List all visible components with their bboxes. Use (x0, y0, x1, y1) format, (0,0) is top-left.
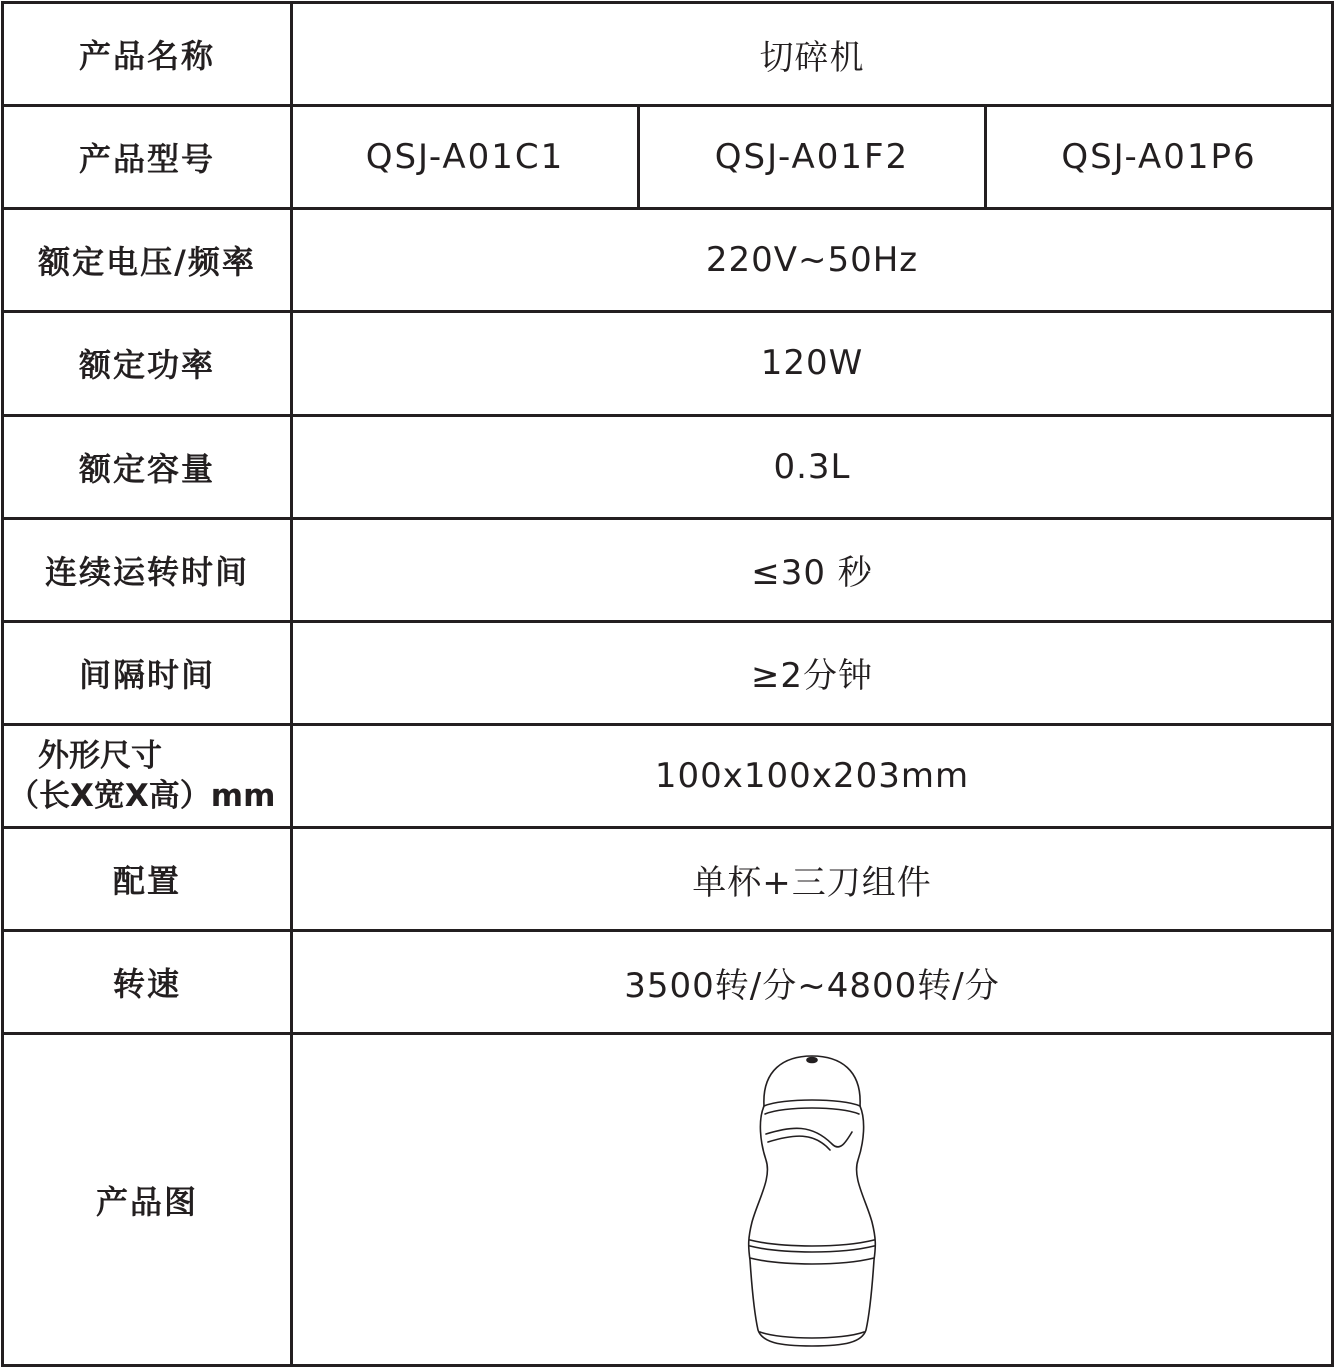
value-speed: 3500转/分~4800转/分 (292, 931, 1333, 1034)
value-model-2: QSJ-A01F2 (639, 106, 986, 209)
bowl-band-mid (750, 1246, 874, 1252)
lid-dome (764, 1056, 860, 1106)
row-product-image (3, 1034, 1333, 1366)
label-product-model: 产品型号 (3, 106, 292, 209)
lid-rim-top (764, 1100, 860, 1106)
label-capacity: 额定容量 (3, 415, 292, 518)
bowl-band-bottom (750, 1258, 874, 1264)
label-dimensions (3, 724, 292, 827)
value-interval: ≥2分钟 (292, 621, 1333, 724)
label-dimensions-line2: （长X宽X高）mm (8, 778, 276, 815)
lid-rim-bottom (765, 1108, 859, 1114)
bowl-band-top (750, 1240, 874, 1246)
row-power (3, 312, 1333, 415)
chopper-product-illustration (722, 1050, 902, 1350)
value-dimensions: 100x100x203mm (292, 724, 1333, 827)
value-power: 120W (292, 312, 1333, 415)
value-capacity: 0.3L (292, 415, 1333, 518)
row-interval (3, 621, 1333, 724)
label-interval: 间隔时间 (3, 621, 292, 724)
label-run-time: 连续运转时间 (3, 518, 292, 621)
value-model-3: QSJ-A01P6 (986, 106, 1333, 209)
label-product-name: 产品名称 (3, 3, 292, 106)
label-configuration: 配置 (3, 828, 292, 931)
row-run-time (3, 518, 1333, 621)
product-image-cell (292, 1034, 1333, 1366)
base-line (760, 1332, 864, 1338)
row-speed (3, 931, 1333, 1034)
label-product-image: 产品图 (3, 1034, 292, 1366)
label-voltage: 额定电压/频率 (3, 209, 292, 312)
value-run-time: ≤30 秒 (292, 518, 1333, 621)
row-capacity (3, 415, 1333, 518)
row-dimensions (3, 724, 1333, 827)
row-product-name (3, 3, 1333, 106)
label-power: 额定功率 (3, 312, 292, 415)
row-configuration (3, 828, 1333, 931)
lid-swoosh-inner (768, 1136, 830, 1150)
label-speed: 转速 (3, 931, 292, 1034)
row-product-model (3, 106, 1333, 209)
label-dimensions-line1: 外形尺寸 (38, 738, 162, 775)
spec-table (1, 1, 1334, 1367)
row-voltage (3, 209, 1333, 312)
value-configuration: 单杯+三刀组件 (292, 828, 1333, 931)
value-model-1: QSJ-A01C1 (292, 106, 639, 209)
value-product-name: 切碎机 (292, 3, 1333, 106)
value-voltage: 220V~50Hz (292, 209, 1333, 312)
lid-button (807, 1057, 817, 1062)
